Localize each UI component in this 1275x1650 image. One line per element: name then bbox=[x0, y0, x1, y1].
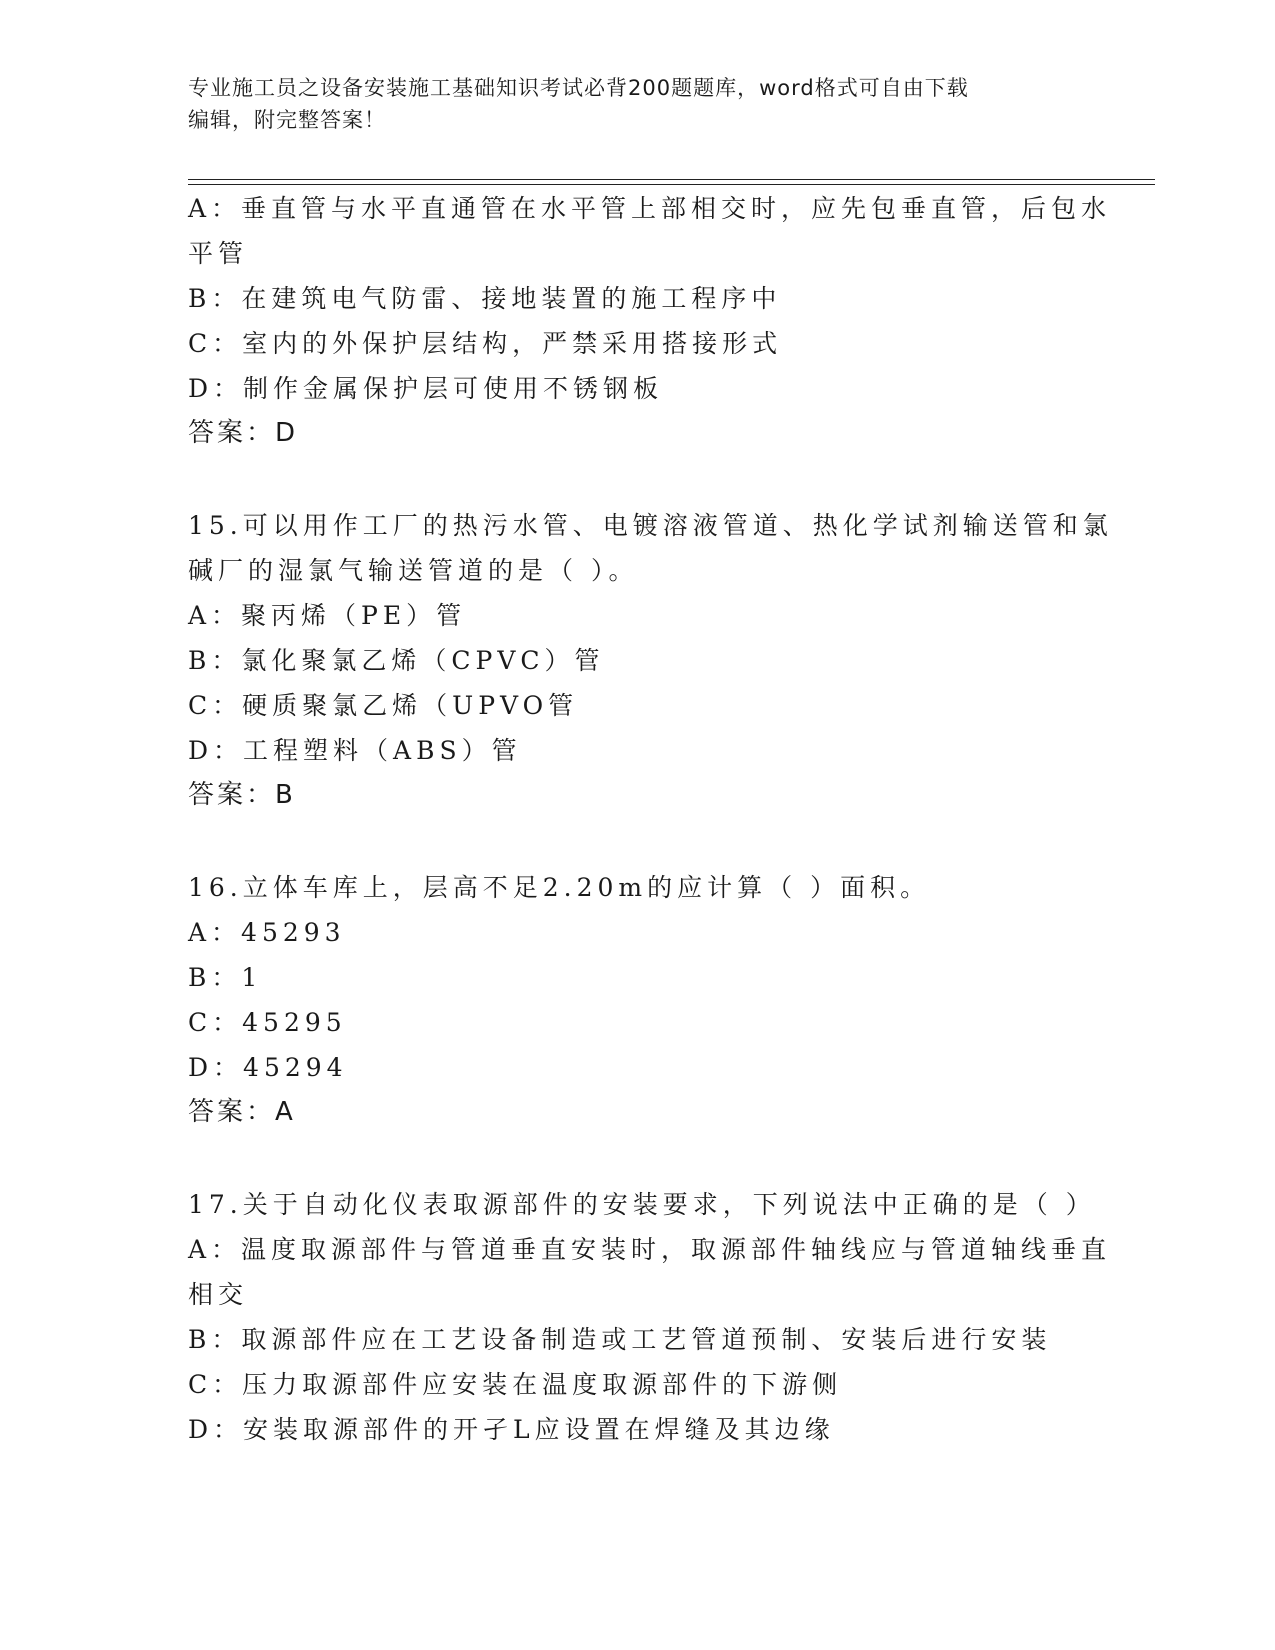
header-title-line-1: 专业施工员之设备安装施工基础知识考试必背200题题库，word格式可自由下载 bbox=[188, 76, 969, 100]
option-c: C：室内的外保护层结构，严禁采用搭接形式 bbox=[188, 329, 783, 358]
spacer bbox=[188, 818, 1088, 865]
option-c: C：压力取源部件应安装在温度取源部件的下游侧 bbox=[188, 1370, 843, 1399]
spacer bbox=[188, 456, 1088, 503]
question-stem-line-1: 15.可以用作工厂的热污水管、电镀溶液管道、热化学试剂输送管和氯 bbox=[188, 511, 1113, 540]
option-d: D：制作金属保护层可使用不锈钢板 bbox=[188, 374, 664, 403]
option-b: B：在建筑电气防雷、接地装置的施工程序中 bbox=[188, 284, 782, 313]
option-d: D：工程塑料（ABS）管 bbox=[188, 736, 522, 765]
header-divider-bottom bbox=[188, 184, 1155, 185]
question-stem-line-2: 碱厂的湿氯气输送管道的是（ ）。 bbox=[188, 556, 639, 585]
answer-label: 答案：D bbox=[188, 418, 299, 448]
option-a: A：45293 bbox=[188, 918, 346, 947]
question-list bbox=[188, 186, 1113, 1452]
header-divider-top bbox=[188, 179, 1155, 180]
header-title-line-2: 编辑，附完整答案！ bbox=[188, 108, 386, 132]
option-c: C：45295 bbox=[188, 1008, 347, 1037]
option-d: D：45294 bbox=[188, 1053, 348, 1082]
document-header bbox=[188, 72, 1068, 136]
question-15 bbox=[188, 503, 1113, 818]
question-16 bbox=[188, 865, 1088, 1135]
question-stem: 16.立体车库上，层高不足2.20m的应计算（ ）面积。 bbox=[188, 873, 931, 902]
option-a-line-2: 平管 bbox=[188, 239, 249, 268]
option-d: D：安装取源部件的开孑L应设置在焊缝及其边缘 bbox=[188, 1415, 835, 1444]
option-c: C：硬质聚氯乙烯（UPVO管 bbox=[188, 691, 579, 720]
option-a-line-1: A：垂直管与水平直通管在水平管上部相交时，应先包垂直管，后包水 bbox=[188, 194, 1112, 223]
question-14-options bbox=[188, 186, 1112, 456]
option-a-line-2: 相交 bbox=[188, 1280, 249, 1309]
option-a: A：聚丙烯（PE）管 bbox=[188, 601, 467, 630]
option-a-line-1: A：温度取源部件与管道垂直安装时，取源部件轴线应与管道轴线垂直 bbox=[188, 1235, 1112, 1264]
question-17 bbox=[188, 1182, 1112, 1452]
option-b: B：氯化聚氯乙烯（CPVC）管 bbox=[188, 646, 605, 675]
option-b: B：取源部件应在工艺设备制造或工艺管道预制、安装后进行安装 bbox=[188, 1325, 1052, 1354]
answer-label: 答案：B bbox=[188, 780, 296, 810]
spacer bbox=[188, 1135, 1088, 1182]
option-b: B：1 bbox=[188, 963, 263, 992]
question-stem: 17.关于自动化仪表取源部件的安装要求，下列说法中正确的是（ ） bbox=[188, 1190, 1096, 1219]
answer-label: 答案：A bbox=[188, 1097, 296, 1127]
